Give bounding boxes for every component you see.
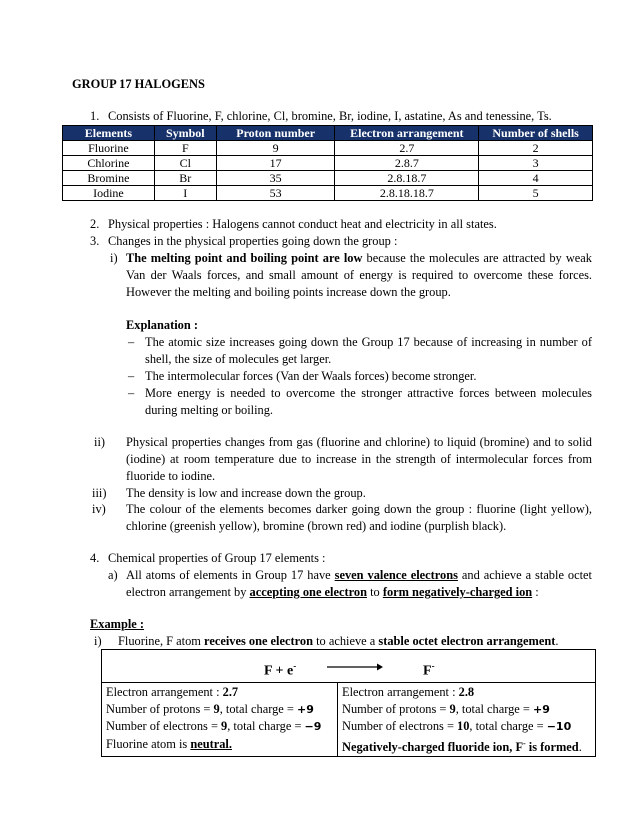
table-cell: I: [154, 186, 216, 201]
item-2-text: Physical properties : Halogens cannot conduct heat and electricity in all states.: [108, 217, 497, 231]
table-cell: 17: [216, 156, 335, 171]
text-run: to achieve a: [313, 634, 379, 648]
table-cell: 2.8.18.7: [335, 171, 479, 186]
emphasis-run: receives one electron: [204, 634, 313, 648]
table-cell: Fluorine: [63, 141, 155, 156]
sub-ii-number: ii): [94, 435, 106, 449]
text-run: Negatively-charged fluoride ion, F: [342, 739, 524, 754]
table-cell: 53: [216, 186, 335, 201]
table-header-row: [63, 126, 593, 141]
table-cell: 2: [479, 141, 593, 156]
sub-a-text: [126, 567, 592, 601]
dash-bullet: –: [128, 369, 135, 383]
table-cell: Chlorine: [63, 156, 155, 171]
text-run: .: [555, 634, 559, 648]
column-header: Number of shells: [479, 126, 593, 141]
text-run: and achieve a stable octet electron arrangement by: [126, 568, 592, 599]
item-3-number: 3.: [90, 234, 100, 248]
equation-lhs-text: F + e: [264, 663, 294, 679]
value-run: −10: [546, 720, 572, 733]
column-header: Symbol: [154, 126, 216, 141]
emphasis-run: accepting one electron: [249, 585, 367, 599]
superscript: -: [431, 661, 435, 671]
atom-line: [106, 736, 333, 753]
value-run: 9: [213, 701, 220, 716]
table-cell: 4: [479, 171, 593, 186]
ion-line: [342, 684, 591, 701]
sub-i-rest: because the molecules are attracted by weak Van der Waals forces, and small amount of energy is required to overcome these forces. However the melting and boiling points increase down the group.: [126, 251, 592, 299]
page-title: GROUP 17 HALOGENS: [72, 77, 205, 91]
text-run: Electron arrangement :: [106, 685, 223, 699]
sub-ii-text: Physical properties changes from gas (fluorine and chlorine) to liquid (bromine) and to solid (iodine) at room temperature due to increase in the strength of intermolecular forces from fluoride to iodine.: [126, 435, 592, 483]
table-cell: Bromine: [63, 171, 155, 186]
details-row: [102, 683, 596, 757]
item-1-text: Consists of Fluorine, F, chlorine, Cl, bromine, Br, iodine, I, astatine, As and tenessine, Ts.: [108, 109, 552, 123]
equation-lhs: [264, 658, 296, 680]
text-run: Number of protons =: [106, 701, 214, 716]
dash-bullet: –: [128, 335, 135, 349]
example-heading: Example :: [90, 617, 145, 631]
table-cell: 2.8.7: [335, 156, 479, 171]
item-4-number: 4.: [90, 551, 100, 565]
dash-bullet: –: [128, 386, 135, 400]
text-run: :: [532, 585, 539, 599]
table-cell: F: [154, 141, 216, 156]
column-header: Proton number: [216, 126, 335, 141]
text-run: to: [366, 585, 383, 599]
halogen-table: [62, 125, 593, 201]
sub-i-number: i): [110, 251, 118, 265]
ion-column: [338, 683, 596, 757]
text-run: Number of electrons =: [342, 719, 458, 733]
value-run: 9: [449, 701, 456, 716]
table-cell: Iodine: [63, 186, 155, 201]
example-number: i): [94, 634, 102, 648]
table-row: [63, 186, 593, 201]
column-header: Electron arrangement: [335, 126, 479, 141]
ion-formation-table: [101, 649, 596, 757]
item-3-text: Changes in the physical properties going down the group :: [108, 234, 398, 248]
text-run: , total charge =: [469, 719, 547, 733]
item-1-number: 1.: [90, 109, 100, 123]
sub-a-number: a): [108, 568, 118, 582]
text-run: Number of electrons =: [106, 719, 222, 733]
superscript: -: [293, 661, 297, 671]
reaction-arrow-icon: [327, 662, 383, 672]
value-run: 2.7: [222, 685, 239, 699]
value-run: +9: [296, 702, 314, 716]
text-run: Number of protons =: [342, 701, 450, 716]
table-row: [63, 156, 593, 171]
table-cell: 5: [479, 186, 593, 201]
atom-line: [106, 701, 333, 719]
column-header: Elements: [63, 126, 155, 141]
equation-rhs-text: F: [423, 663, 432, 679]
text-run: , total charge =: [227, 719, 305, 733]
equation-row: [102, 650, 596, 683]
atom-column: [102, 683, 338, 757]
sub-iii-text: The density is low and increase down the group.: [126, 486, 366, 500]
emphasis-run: form negatively-charged ion: [382, 585, 533, 599]
sub-iv-text: The colour of the elements becomes darker going down the group : fluorine (light yellow), chlorine (greenish yellow), bromine (brown red) and iodine (purplish black).: [126, 502, 592, 533]
ion-line: [342, 718, 591, 736]
text-run: , total charge =: [219, 701, 297, 716]
text-run: Fluorine, F atom: [118, 634, 205, 648]
table-cell: 9: [216, 141, 335, 156]
atom-line: [106, 718, 333, 736]
explanation-point: More energy is needed to overcome the stronger attractive forces between molecules during melting or boiling.: [145, 386, 592, 417]
sub-iii-number: iii): [92, 486, 107, 500]
ion-line: [342, 736, 591, 756]
sub-i-text: [126, 250, 592, 301]
emphasis-run: seven valence electrons: [334, 568, 458, 582]
table-row: [63, 171, 593, 186]
table-cell: 35: [216, 171, 335, 186]
sub-iv-number: iv): [92, 502, 106, 516]
superscript: -: [523, 738, 526, 748]
sub-i-bold: The melting point and boiling point are low: [126, 251, 363, 265]
atom-line: [106, 684, 333, 701]
value-run: −9: [304, 720, 322, 733]
table-cell: 2.7: [335, 141, 479, 156]
table-row: [63, 141, 593, 156]
value-run: 10: [457, 719, 470, 733]
table-cell: Cl: [154, 156, 216, 171]
item-2-number: 2.: [90, 217, 100, 231]
ion-line: [342, 701, 591, 719]
equation-cell: [102, 650, 596, 683]
text-run: Electron arrangement :: [342, 685, 459, 699]
text-run: , total charge =: [455, 701, 533, 716]
explanation-point: The atomic size increases going down the Group 17 because of increasing in number of shell, the size of molecules get larger.: [145, 335, 592, 366]
value-run: neutral.: [190, 736, 232, 751]
emphasis-run: stable octet electron arrangement: [378, 634, 556, 648]
text-run: is formed: [525, 739, 579, 754]
equation-rhs: [423, 658, 435, 680]
item-4-text: Chemical properties of Group 17 elements :: [108, 551, 326, 565]
table-cell: 2.8.18.18.7: [335, 186, 479, 201]
example-text: [118, 633, 598, 650]
table-cell: 3: [479, 156, 593, 171]
value-run: 9: [221, 719, 228, 733]
value-run: 2.8: [458, 685, 475, 699]
text-run: Fluorine atom is: [106, 736, 191, 751]
text-run: .: [578, 739, 582, 754]
table-cell: Br: [154, 171, 216, 186]
value-run: +9: [532, 702, 550, 716]
explanation-heading: Explanation :: [126, 318, 198, 332]
explanation-point: The intermolecular forces (Van der Waals forces) become stronger.: [145, 369, 477, 383]
text-run: All atoms of elements in Group 17 have: [126, 568, 335, 582]
